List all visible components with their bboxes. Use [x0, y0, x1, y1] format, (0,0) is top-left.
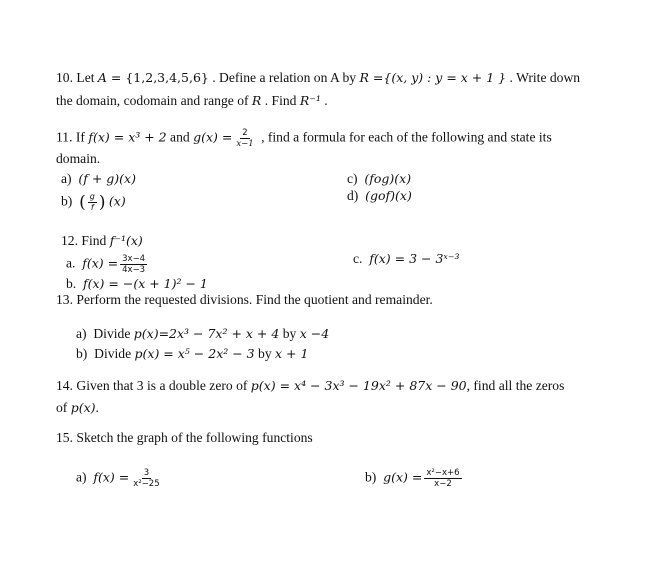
- label: a): [76, 326, 87, 341]
- math: R: [359, 70, 369, 85]
- label: a): [76, 469, 87, 485]
- label: b): [365, 469, 377, 485]
- numerator: 3: [143, 468, 150, 478]
- q13-title: 13. Perform the requested divisions. Find the quotient and remainder.: [56, 292, 433, 307]
- math: R: [251, 93, 262, 108]
- math: (fog)(x): [364, 171, 412, 186]
- q11-item-c: [347, 171, 411, 187]
- math: f⁻¹(x): [109, 233, 143, 248]
- math: p(x): [70, 400, 96, 415]
- label: a): [61, 171, 72, 186]
- math: x + 1: [275, 346, 309, 361]
- label: d): [347, 188, 359, 203]
- q10-line1: [56, 70, 580, 86]
- numerator: 3x−4: [122, 254, 146, 264]
- text: 14. Given that 3 is a double zero of: [56, 378, 251, 393]
- denominator: f: [90, 203, 94, 212]
- math: ={(x, y) : y = x + 1 }: [368, 70, 507, 85]
- q12-a: [66, 254, 149, 275]
- math: p(x) = x⁵ − 2x² − 3: [134, 346, 255, 361]
- math: f(x) = x³ + 2: [88, 129, 167, 145]
- text: of: [56, 400, 71, 415]
- q11-item-b: b) ( $\frac{g}{f}$ ) (x): [61, 192, 126, 213]
- q12-b: [66, 276, 208, 292]
- math: f(x) =: [93, 469, 130, 485]
- text: .: [95, 400, 99, 415]
- q11-item-d: [347, 188, 412, 204]
- text: 12. Find: [61, 233, 110, 248]
- denominator: 4x−3: [122, 265, 146, 275]
- q12-c: [353, 251, 459, 267]
- text: the domain, codomain and range of: [56, 93, 252, 108]
- text: , find a formula for each of the following and state its: [257, 129, 552, 145]
- text: by: [279, 326, 300, 341]
- label: b): [61, 193, 73, 209]
- label: c.: [353, 251, 363, 266]
- text: . Define a relation on A by: [208, 70, 360, 85]
- math: R⁻¹: [299, 93, 321, 108]
- fraction: [131, 468, 161, 489]
- q13-a: [76, 326, 329, 342]
- text: , find all the zeros: [466, 378, 565, 393]
- math: A: [97, 70, 107, 85]
- text: . Write down: [506, 70, 581, 85]
- label: b): [76, 346, 88, 361]
- math: (gof)(x): [365, 188, 412, 203]
- text: and: [166, 129, 194, 145]
- math: g(x) =: [383, 469, 423, 485]
- q15-title: 15. Sketch the graph of the following functions: [56, 430, 313, 445]
- math: x −4: [299, 326, 330, 341]
- fraction: [424, 468, 461, 489]
- q14-line1: [56, 378, 564, 394]
- math: p(x)=2x³ − 7x² + x + 4: [133, 326, 280, 341]
- numerator: x²−x+6: [426, 468, 460, 478]
- text: domain.: [56, 151, 101, 166]
- text: Divide: [94, 346, 135, 361]
- numerator: 2: [242, 128, 248, 138]
- q13-b: [76, 346, 308, 362]
- text: .: [320, 93, 328, 108]
- label: a.: [66, 255, 76, 271]
- q15-a: [76, 468, 164, 489]
- text: 10. Let: [56, 70, 98, 85]
- math: (f + g)(x): [78, 171, 136, 186]
- q11-item-a: [61, 171, 136, 187]
- label: b.: [66, 276, 77, 291]
- text: Divide: [93, 326, 134, 341]
- fraction: [234, 128, 255, 149]
- q15-b: [365, 468, 464, 489]
- denominator: x−2: [434, 479, 452, 489]
- numerator: g: [89, 192, 95, 201]
- fraction: [120, 254, 147, 275]
- math: = {1,2,3,4,5,6}: [106, 70, 209, 85]
- text: . Find: [261, 93, 300, 108]
- denominator: x−1: [236, 139, 254, 149]
- math: f(x) =: [82, 255, 119, 271]
- text: 11. If: [56, 129, 89, 145]
- math: f(x) = 3 − 3ˣ⁻³: [369, 251, 460, 266]
- fraction: [88, 192, 97, 213]
- math: p(x) = x⁴ − 3x³ − 19x² + 87x − 90: [250, 378, 467, 393]
- q14-line2: [56, 400, 99, 416]
- denominator: x²−25: [133, 479, 160, 489]
- math: f(x) = −(x + 1)² − 1: [83, 276, 208, 291]
- math: g(x) =: [193, 129, 233, 145]
- label: c): [347, 171, 358, 186]
- math: (x): [108, 193, 126, 209]
- q12-title: [61, 233, 143, 249]
- q10-line2: [56, 93, 328, 109]
- text: by: [254, 346, 276, 361]
- q11-line1: [56, 128, 552, 149]
